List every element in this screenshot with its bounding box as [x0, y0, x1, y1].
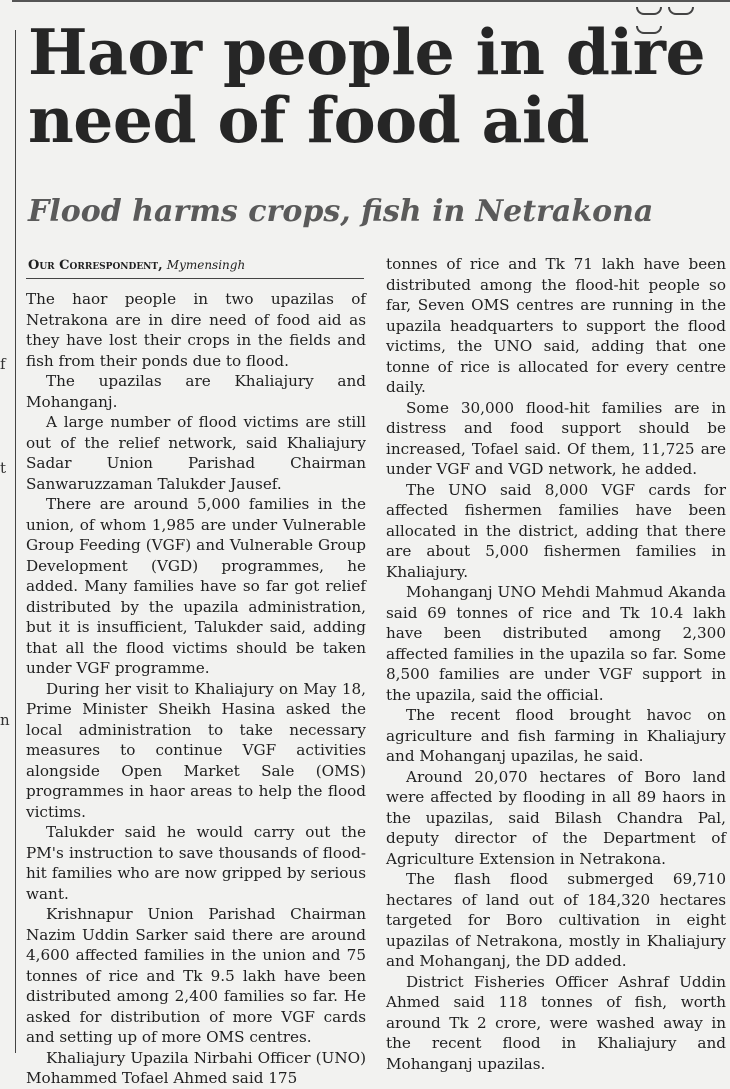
left-fragment: t: [0, 459, 7, 477]
top-rule: [12, 0, 730, 2]
article-column-1: [26, 289, 366, 1089]
paragraph: Khaliajury Upazila Nirbahi Officer (UNO) Mohammed Tofael Ahmed said 175: [26, 1048, 366, 1087]
subheadline: Flood harms crops, fish in Netrakona: [28, 194, 654, 229]
paragraph: The flash flood submerged 69,710 hectares of land out of 184,320 hectares targeted for Boro cultivation in eight upazilas of Netrakona, mostly in Khaliajury and Mohanganj, the DD added.: [386, 870, 726, 970]
adjacent-column-edge: [0, 30, 12, 1053]
left-fragment: f: [0, 355, 6, 373]
paragraph: The UNO said 8,000 VGF cards for affected fishermen families have been allocated in the district, adding that there are about 5,000 fishermen families in Khaliajury.: [386, 480, 726, 581]
paragraph: The recent flood brought havoc on agriculture and fish farming in Khaliajury and Mohanganj upazilas, he said.: [386, 706, 726, 765]
paragraph: During her visit to Khaliajury on May 18, Prime Minister Sheikh Hasina asked the local administration to take necessary measures to continue VGF activities alongside Open Market Sale (OMS) programmes in haor areas to help the flood victims.: [26, 679, 366, 821]
headline: Haor people in dire need of food aid: [28, 15, 706, 157]
paragraph: Some 30,000 flood-hit families are in distress and food support should be increased, Tofael said. Of them, 11,725 are under VGF and VGD network, he added.: [386, 398, 726, 478]
paragraph: Around 20,070 hectares of Boro land were affected by flooding in all 89 haors in the upazilas, said Bilash Chandra Pal, deputy director of the Department of Agriculture Extension in Netrakona.: [386, 767, 726, 868]
page-ornament: [636, 0, 726, 8]
paragraph: The upazilas are Khaliajury and Mohanganj.: [26, 372, 366, 411]
article-column-2: [386, 254, 726, 1074]
paragraph: The haor people in two upazilas of Netrakona are in dire need of food aid as they have lost their crops in the fields and fish from their ponds due to flood.: [26, 290, 366, 370]
paragraph: There are around 5,000 families in the union, of whom 1,985 are under Vulnerable Group Feeding (VGF) and Vulnerable Group Development (VGD) programmes, he added. Many families have so far got relief distributed by the upazila administration, but it is insufficient, Talukder said, adding that all the flood victims should be taken under VGF programme.: [26, 495, 366, 677]
paragraph: Talukder said he would carry out the PM's instruction to save thousands of flood-hit families who are now gripped by serious want.: [26, 823, 366, 903]
byline-name: Our Correspondent,: [28, 258, 163, 273]
paragraph: Mohanganj UNO Mehdi Mahmud Akanda said 69 tonnes of rice and Tk 10.4 lakh have been distributed among 2,300 affected families in the upazila so far. Some 8,500 families are under VGF support in the upazila, said the official.: [386, 583, 726, 704]
byline: [28, 256, 364, 275]
paragraph: Krishnapur Union Parishad Chairman Nazim Uddin Sarker said there are around 4,600 affected families in the union and 75 tonnes of rice and Tk 9.5 lakh have been distributed among 2,400 families so far. He asked for distribution of more VGF cards and setting up of more OMS centres.: [26, 905, 366, 1046]
paragraph: District Fisheries Officer Ashraf Uddin Ahmed said 118 tonnes of fish, worth around Tk 2 crore, were washed away in the recent flood in Khaliajury and Mohanganj upazilas.: [386, 972, 726, 1073]
left-fragment: n: [0, 711, 10, 729]
byline-place: Mymensingh: [166, 258, 246, 272]
paragraph: tonnes of rice and Tk 71 lakh have been distributed among the flood-hit people so far, Seven OMS centres are running in the upazila headquarters to support the flood victims, the UNO said, adding that one tonne of rice is allocated for every centre daily.: [386, 255, 726, 396]
column-divider: [15, 30, 16, 1053]
byline-rule: [26, 278, 364, 279]
paragraph: A large number of flood victims are still out of the relief network, said Khaliajury Sadar Union Parishad Chairman Sanwaruzzaman Talukder Jausef.: [26, 413, 366, 493]
